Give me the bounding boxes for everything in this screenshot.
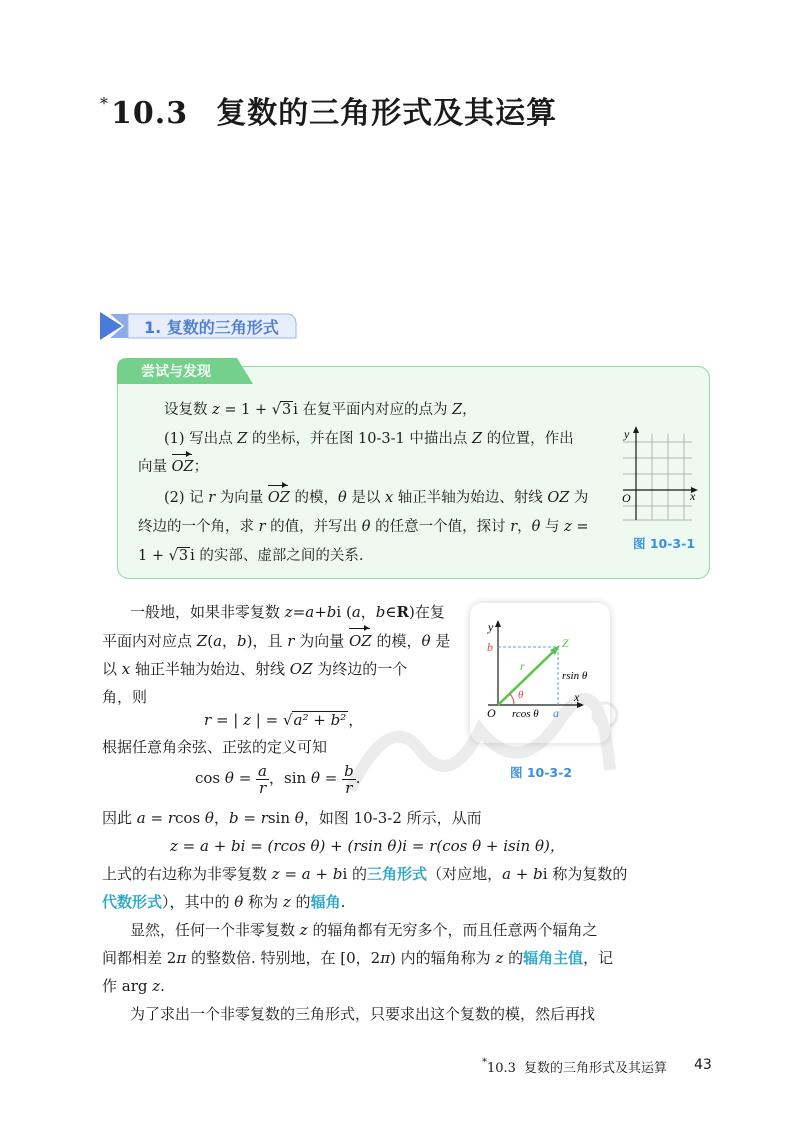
term-algebraic-form: 代数形式 [102, 893, 163, 911]
fig2-theta-label: θ [518, 689, 524, 701]
page-number: 43 [694, 1057, 712, 1073]
body-line-6: 因此 a = rcos θ，b = rsin θ，如图 10-3-2 所示，从而 [102, 809, 482, 827]
body-line-8: 代数形式），其中的 θ 称为 z 的辐角. [102, 893, 346, 911]
page-footer: *10.3 复数的三角形式及其运算 [482, 1057, 667, 1076]
explore-tab [117, 358, 253, 384]
explore-line-1: 设复数 z = 1 + √3 i 在复平面内对应的点为 Z， [164, 402, 477, 418]
body-line-3: 以 x 轴正半轴为始边、射线 OZ 为终边的一个 [102, 660, 408, 678]
figure-10-3-2-caption: 图 10-3-2 [510, 765, 573, 780]
fig2-origin-label: O [487, 706, 496, 720]
term-argument: 辐角 [310, 893, 341, 911]
section-label: 1. 复数的三角形式 [144, 318, 279, 337]
explore-line-6: 1 + √3 i 的实部、虚部之间的关系. [138, 548, 364, 564]
fig1-origin-label: O [622, 491, 631, 505]
body-line-2: 平面内对应点 Z(a，b)，且 r 为向量 OZ 的模，θ 是 [102, 632, 451, 650]
fig2-b-label: b [487, 640, 493, 654]
explore-line-5: 终边的一个角，求 r 的值，并写出 θ 的任意一个值，探讨 r，θ 与 z = [138, 519, 589, 535]
figure-10-3-1 [612, 420, 704, 524]
section-title: 复数的三角形式及其运算 [216, 96, 558, 131]
publisher-watermark-icon [330, 690, 620, 810]
equation-trig-form: z = a + bi = (rcos θ) + (rsin θ)i = r(cos θ + isin θ)， [170, 837, 565, 855]
fig2-x-label: x [574, 690, 580, 704]
body-line-4: 角，则 [102, 688, 148, 706]
explore-line-3: 向量 OZ； [138, 459, 209, 475]
body-line-10: 间都相差 2π 的整数倍. 特别地，在 [0，2π) 内的辐角称为 z 的辐角主值，记 [102, 949, 614, 967]
fig1-y-label: y [624, 427, 630, 441]
fig2-rcos-label: rcos θ [512, 708, 539, 720]
body-line-11: 作 arg z. [102, 977, 165, 995]
fig2-y-label: y [488, 620, 494, 634]
title-star: * [100, 94, 109, 113]
body-line-1: 一般地，如果非零复数 z=a+bi (a，b∈R)在复 [130, 603, 445, 621]
fig2-r-label: r [520, 659, 525, 673]
fig2-rsin-label: rsin θ [562, 670, 588, 682]
equation-cos-sin: cos θ = $\frac{a}{r}$ ，sin θ = $\frac{b}{r}$ . [195, 761, 361, 797]
fig2-z-label: Z [562, 636, 569, 650]
figure-10-3-1-caption: 图 10-3-1 [633, 536, 696, 551]
explore-line-4: (2) 记 r 为向量 OZ 的模，θ 是以 x 轴正半轴为始边、射线 OZ 为 [164, 490, 589, 506]
section-number: 10.3 [111, 96, 189, 131]
body-line-12: 为了求出一个非零复数的三角形式，只要求出这个复数的模，然后再找 [130, 1005, 596, 1023]
body-line-9: 显然，任何一个非零复数 z 的辐角都有无穷多个，而且任意两个辐角之 [130, 921, 598, 939]
equation-modulus: r = | z | = √a² + b² ， [204, 711, 364, 729]
term-principal-argument: 辐角主值 [523, 949, 584, 967]
section-heading [100, 312, 300, 340]
explore-line-2: (1) 写出点 Z 的坐标，并在图 10-3-1 中描出点 Z 的位置，作出 [164, 431, 574, 447]
page-title [100, 88, 557, 132]
explore-tab-label: 尝试与发现 [141, 364, 211, 380]
term-trig-form: 三角形式 [367, 865, 428, 883]
fig1-x-label: x [690, 489, 696, 503]
body-line-7: 上式的右边称为非零复数 z = a + bi 的三角形式（对应地，a + bi 称为复数的 [102, 865, 628, 883]
fig2-a-label: a [553, 706, 559, 720]
body-line-5: 根据任意角余弦、正弦的定义可知 [102, 738, 328, 756]
